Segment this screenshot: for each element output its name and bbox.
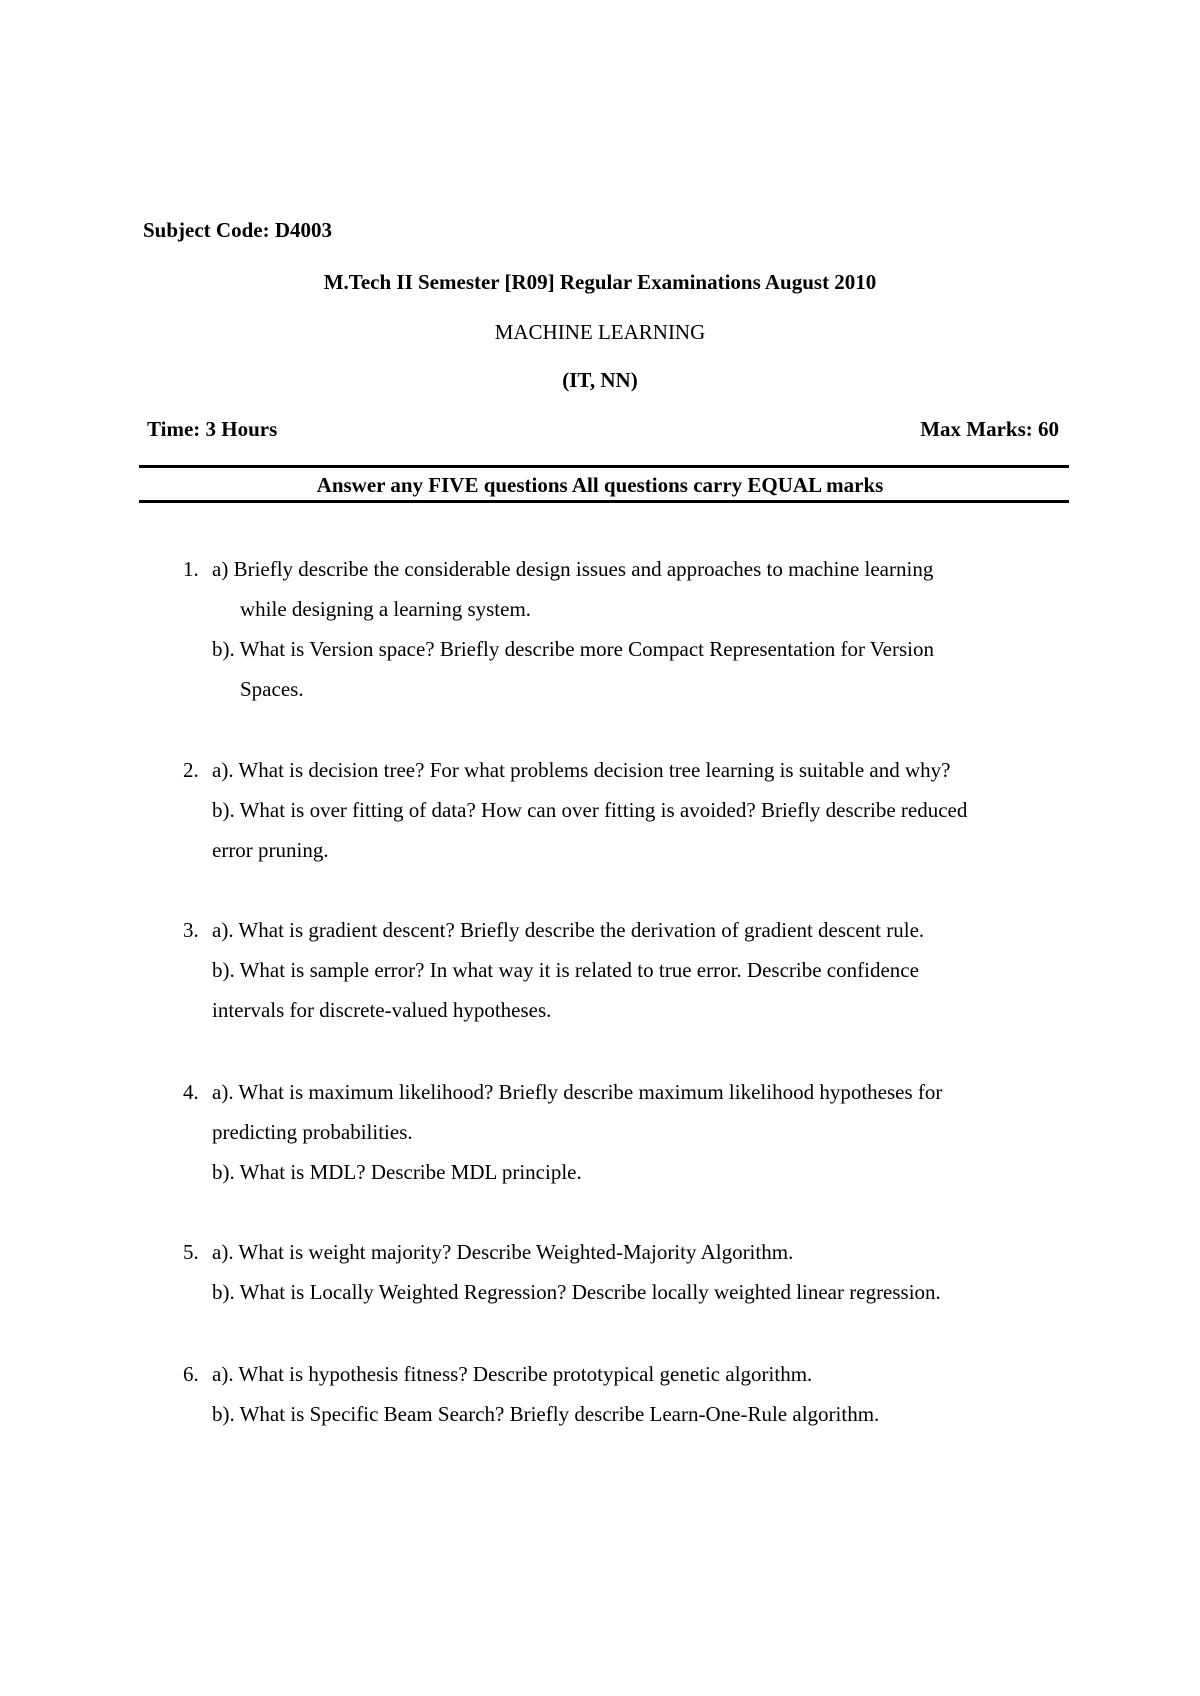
question-text-line: a). What is maximum likelihood? Briefly describe maximum likelihood hypotheses for xyxy=(212,1080,943,1104)
question-text-line: while designing a learning system. xyxy=(240,597,532,621)
question-text-line: a). What is weight majority? Describe Weighted-Majority Algorithm. xyxy=(212,1240,794,1264)
question-text-line: a). What is decision tree? For what problems decision tree learning is suitable and why? xyxy=(212,758,951,782)
exam-instructions: Answer any FIVE questions All questions carry EQUAL marks xyxy=(316,473,884,497)
question-text-line: Spaces. xyxy=(240,677,304,701)
question-text-line: b). What is Version space? Briefly describe more Compact Representation for Version xyxy=(212,637,934,661)
question-text-line: b). What is Specific Beam Search? Briefly describe Learn-One-Rule algorithm. xyxy=(212,1402,880,1426)
branches: (IT, NN) xyxy=(562,368,638,392)
subject-code: Subject Code: D4003 xyxy=(143,218,332,242)
exam-title: M.Tech II Semester [R09] Regular Examinations August 2010 xyxy=(323,270,877,294)
question-number: 2. xyxy=(183,758,199,782)
question-text-line: a). What is hypothesis fitness? Describe prototypical genetic algorithm. xyxy=(212,1362,813,1386)
question-text-line: a). What is gradient descent? Briefly describe the derivation of gradient descent rule. xyxy=(212,918,925,942)
max-marks: Max Marks: 60 xyxy=(920,417,1059,441)
question-text-line: error pruning. xyxy=(212,838,329,862)
question-number: 1. xyxy=(183,557,199,581)
question-text-line: b). What is Locally Weighted Regression? Describe locally weighted linear regression. xyxy=(212,1280,941,1304)
question-text-line: b). What is over fitting of data? How can over fitting is avoided? Briefly describe reduced xyxy=(212,798,968,822)
question-number: 3. xyxy=(183,918,199,942)
question-text-line: intervals for discrete-valued hypotheses. xyxy=(212,998,552,1022)
question-number: 4. xyxy=(183,1080,199,1104)
question-text-line: b). What is sample error? In what way it is related to true error. Describe confidence xyxy=(212,958,919,982)
question-text-line: b). What is MDL? Describe MDL principle. xyxy=(212,1160,582,1184)
question-number: 6. xyxy=(183,1362,199,1386)
exam-duration: Time: 3 Hours xyxy=(147,417,278,441)
question-text-line: predicting probabilities. xyxy=(212,1120,413,1144)
question-text-line: a) Briefly describe the considerable design issues and approaches to machine learning xyxy=(212,557,934,581)
question-number: 5. xyxy=(183,1240,199,1264)
course-title: MACHINE LEARNING xyxy=(494,320,706,344)
